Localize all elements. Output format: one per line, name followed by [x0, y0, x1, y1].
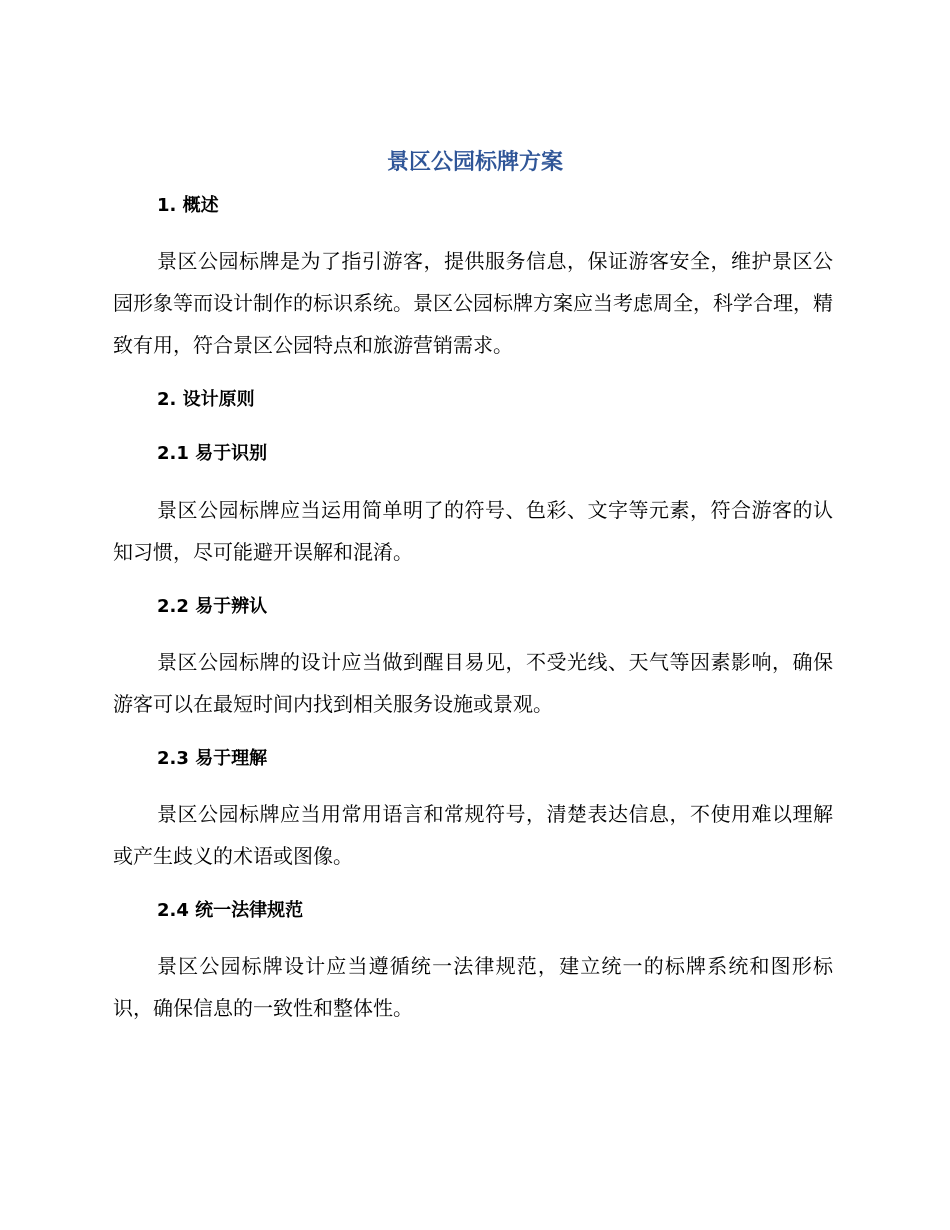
paragraph-overview: 景区公园标牌是为了指引游客，提供服务信息，保证游客安全，维护景区公园形象等而设计制作的标识系统。景区公园标牌方案应当考虑周全，科学合理，精致有用，符合景区公园特点和旅游营销需求。 — [113, 249, 833, 357]
paragraph-2-1: 景区公园标牌应当运用简单明了的符号、色彩、文字等元素，符合游客的认知习惯，尽可能避开误解和混淆。 — [113, 498, 833, 564]
paragraph-2-4: 景区公园标牌设计应当遵循统一法律规范，建立统一的标牌系统和图形标识，确保信息的一致性和整体性。 — [113, 954, 833, 1020]
document-title: 景区公园标牌方案 — [386, 150, 563, 175]
paragraph-2-2: 景区公园标牌的设计应当做到醒目易见，不受光线、天气等因素影响，确保游客可以在最短时间内找到相关服务设施或景观。 — [113, 650, 833, 716]
section-heading-overview: 1. 概述 — [157, 195, 219, 216]
subsection-heading-2-3: 2.3 易于理解 — [157, 748, 268, 769]
section-heading-design-principles: 2. 设计原则 — [157, 389, 255, 410]
paragraph-2-3: 景区公园标牌应当用常用语言和常规符号，清楚表达信息，不使用难以理解或产生歧义的术语或图像。 — [113, 802, 833, 868]
subsection-heading-2-1: 2.1 易于识别 — [157, 443, 268, 464]
subsection-heading-2-2: 2.2 易于辨认 — [157, 596, 268, 617]
subsection-heading-2-4: 2.4 统一法律规范 — [157, 900, 304, 921]
